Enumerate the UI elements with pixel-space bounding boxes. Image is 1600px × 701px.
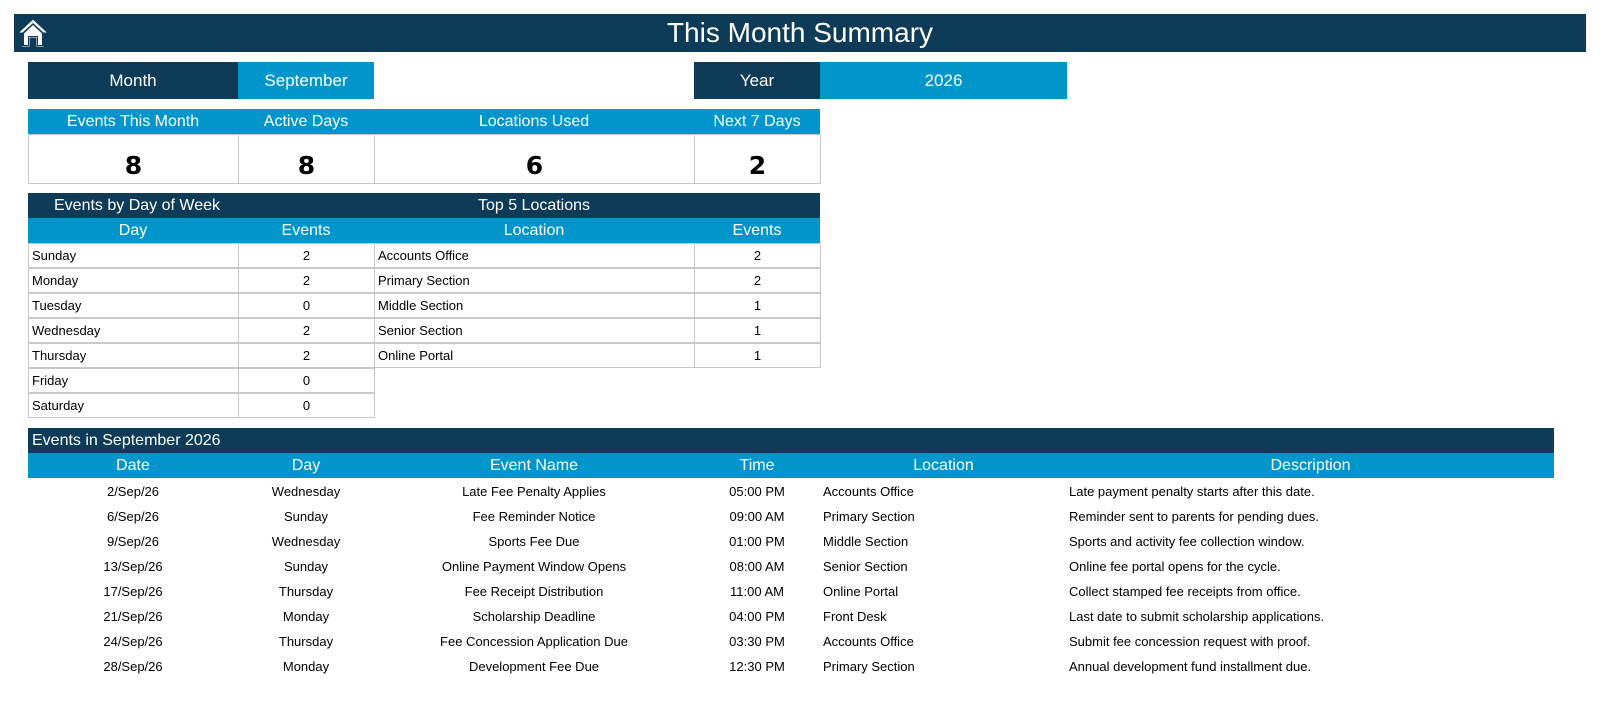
table-row-day: Sunday [28,243,239,268]
kpi-value-events-this-month: 8 [28,134,239,184]
event-day: Sunday [283,559,329,574]
table-row [28,554,1554,579]
event-time: 12:30 PM [729,659,785,674]
col-header-event-name: Event Name [489,457,579,474]
table-row-location: Middle Section [374,293,695,318]
events-section-title: Events in September 2026 [28,428,1554,453]
table-row [28,604,1554,629]
kpi-label-next-7-days: Next 7 Days [694,109,820,134]
event-date: 2/Sep/26 [106,484,160,499]
col-header-date: Date [116,457,150,474]
event-day: Thursday [278,584,334,599]
event-name: Scholarship Deadline [472,609,596,624]
event-date: 13/Sep/26 [103,559,163,574]
table-row-day-events: 2 [238,268,375,293]
kpi-label-events-this-month: Events This Month [28,109,238,134]
event-description: Late payment penalty starts after this date. [1069,484,1315,499]
table-row-day: Monday [28,268,239,293]
events-header-row [28,453,1554,478]
event-date: 21/Sep/26 [103,609,163,624]
table-row-day-events: 0 [238,368,375,393]
table-row-day-events: 2 [238,318,375,343]
event-description: Submit fee concession request with proof. [1069,634,1311,649]
event-description: Sports and activity fee collection window. [1069,534,1305,549]
event-day: Wednesday [271,534,341,549]
table-row [28,504,1554,529]
table-row-location-events: 2 [694,268,821,293]
event-day: Thursday [278,634,334,649]
col-header-day-events: Events [238,218,374,243]
table-row [28,629,1554,654]
title-bar [14,14,1586,52]
table-row-location: Accounts Office [374,243,695,268]
event-date: 6/Sep/26 [106,509,160,524]
event-time: 08:00 AM [729,559,785,574]
event-date: 17/Sep/26 [103,584,163,599]
table-row-location-events: 1 [694,318,821,343]
col-header-time: Time [739,457,775,474]
kpi-value-next-7-days: 2 [694,134,821,184]
event-name: Online Payment Window Opens [441,559,627,574]
event-description: Last date to submit scholarship applications. [1069,609,1325,624]
table-row [28,654,1554,679]
event-location: Primary Section [823,659,915,674]
event-name: Sports Fee Due [488,534,580,549]
event-location: Senior Section [823,559,908,574]
event-name: Fee Reminder Notice [472,509,596,524]
col-header-location: Location [374,218,694,243]
table-row-day-events: 2 [238,343,375,368]
table-row-day: Thursday [28,343,239,368]
table-row-day-events: 0 [238,293,375,318]
kpi-value-active-days: 8 [238,134,375,184]
table-row-day-events: 2 [238,243,375,268]
event-name: Fee Concession Application Due [440,634,628,649]
table-row [28,579,1554,604]
event-day: Monday [282,659,330,674]
event-date: 9/Sep/26 [106,534,160,549]
kpi-label-active-days: Active Days [238,109,374,134]
event-name: Development Fee Due [468,659,600,674]
event-location: Accounts Office [823,634,914,649]
month-selector[interactable]: September [238,62,374,99]
col-header-description: Description [1270,457,1351,474]
table-row-day: Saturday [28,393,239,418]
event-description: Reminder sent to parents for pending dues. [1069,509,1320,524]
month-label: Month [28,62,238,99]
event-location: Front Desk [823,609,887,624]
kpi-label-locations-used: Locations Used [374,109,694,134]
table-row-day: Tuesday [28,293,239,318]
event-day: Sunday [283,509,329,524]
page-title: This Month Summary [666,17,934,48]
event-time: 05:00 PM [729,484,785,499]
event-date: 28/Sep/26 [103,659,163,674]
table-row-day-events: 0 [238,393,375,418]
event-location: Online Portal [823,584,899,599]
event-description: Annual development fund installment due. [1069,659,1312,674]
event-location: Middle Section [823,534,909,549]
event-time: 04:00 PM [729,609,785,624]
day-of-week-section-title: Events by Day of Week [28,193,374,218]
event-date: 24/Sep/26 [103,634,163,649]
top-locations-section-title: Top 5 Locations [374,193,820,218]
table-row [28,479,1554,504]
event-description: Collect stamped fee receipts from office. [1069,584,1301,599]
event-time: 01:00 PM [729,534,785,549]
year-selector[interactable]: 2026 [820,62,1067,99]
table-row-location-events: 1 [694,343,821,368]
year-label: Year [694,62,820,99]
table-row [28,529,1554,554]
event-time: 09:00 AM [729,509,785,524]
table-row-location: Senior Section [374,318,695,343]
kpi-value-locations-used: 6 [374,134,695,184]
table-row-location-events: 1 [694,293,821,318]
events-table-body [28,479,1554,679]
table-row-location: Primary Section [374,268,695,293]
event-day: Wednesday [271,484,341,499]
col-header-event-day: Day [291,457,321,474]
table-row-location: Online Portal [374,343,695,368]
event-name: Late Fee Penalty Applies [462,484,606,499]
col-header-day: Day [28,218,238,243]
table-row-location-events: 2 [694,243,821,268]
event-day: Monday [282,609,330,624]
col-header-event-location: Location [913,457,974,474]
event-location: Accounts Office [823,484,914,499]
event-description: Online fee portal opens for the cycle. [1069,559,1281,574]
table-row-day: Wednesday [28,318,239,343]
event-time: 03:30 PM [729,634,785,649]
event-name: Fee Receipt Distribution [464,584,604,599]
col-header-location-events: Events [694,218,820,243]
table-row-day: Friday [28,368,239,393]
event-location: Primary Section [823,509,915,524]
event-time: 11:00 AM [730,584,784,599]
